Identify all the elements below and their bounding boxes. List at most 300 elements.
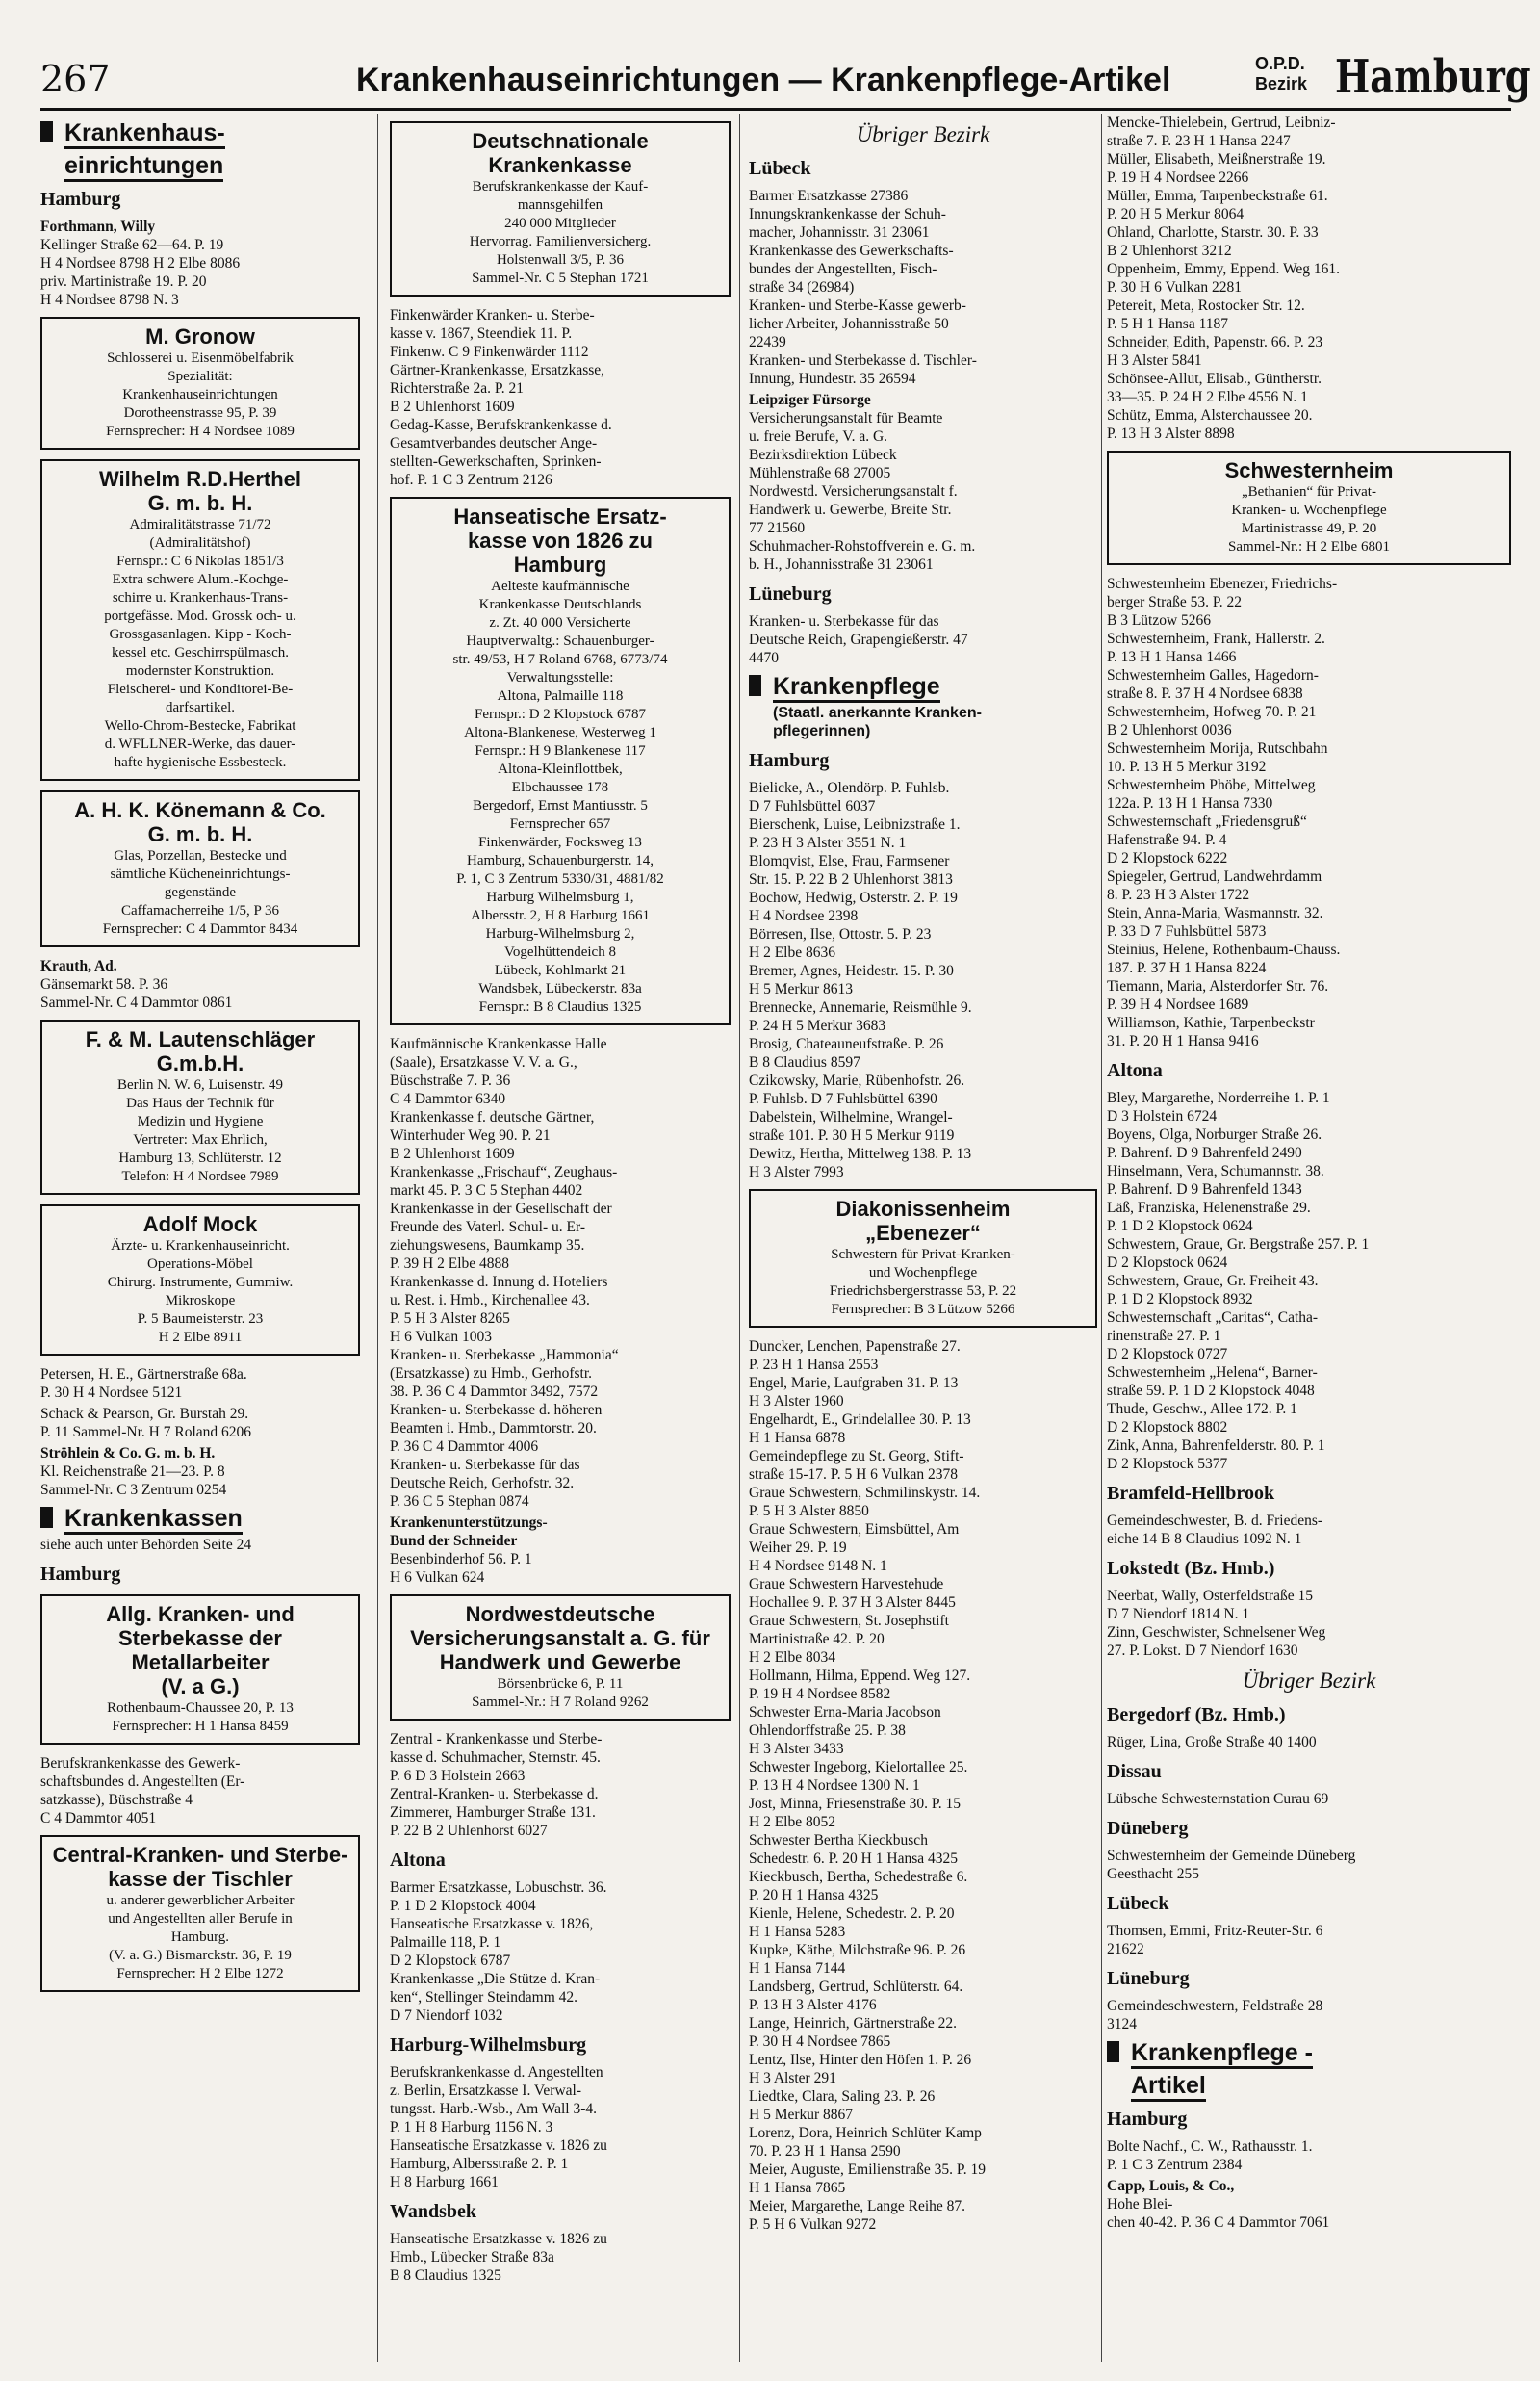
entry-line: H 1 Hansa 5283 bbox=[749, 1924, 846, 1940]
entry-line: Ohlendorffstraße 25. P. 38 bbox=[749, 1722, 906, 1739]
ad-title: Adolf Mock bbox=[142, 1212, 258, 1236]
section-heading-text: einrichtungen bbox=[64, 152, 223, 182]
entry-line: B 2 Uhlenhorst 1609 bbox=[390, 1146, 515, 1162]
ad-line: (Admiralitätshof) bbox=[149, 535, 251, 551]
entry-line: Gesamtverbandes deutscher Ange- bbox=[390, 435, 598, 452]
city-subheading: Altona bbox=[1107, 1060, 1163, 1081]
entry-line: P. 5 H 3 Alster 8265 bbox=[390, 1310, 510, 1327]
city-subheading: Wandsbek bbox=[390, 2201, 477, 2222]
entry-line: P. 36 C 4 Dammtor 4006 bbox=[390, 1438, 539, 1455]
entry-line: Gemeindepflege zu St. Georg, Stift- bbox=[749, 1448, 964, 1464]
entry-line: H 5 Merkur 8867 bbox=[749, 2107, 854, 2123]
entry-line: Bielicke, A., Olendörp. P. Fuhlsb. bbox=[749, 780, 950, 796]
entry-line: Schwesternheim, Frank, Hallerstr. 2. bbox=[1107, 631, 1325, 647]
ad-line: Fleischerei- und Konditorei-Be- bbox=[107, 682, 294, 697]
entry-line: Mühlenstraße 68 27005 bbox=[749, 465, 891, 481]
entry-line: chen 40-42. P. 36 C 4 Dammtor 7061 bbox=[1107, 2214, 1330, 2231]
listing-entry bbox=[1107, 575, 1511, 1050]
section-heading bbox=[40, 1505, 360, 1532]
ad-line: Vogelhüttendeich 8 bbox=[504, 945, 616, 960]
entry-line: Berufskrankenkasse des Gewerk- bbox=[40, 1755, 241, 1772]
entry-line: Finkenwärder Kranken- u. Sterbe- bbox=[390, 307, 595, 324]
entry-line: Müller, Emma, Tarpenbeckstraße 61. bbox=[1107, 188, 1328, 204]
section-heading-text: Krankenkassen bbox=[64, 1505, 243, 1535]
column-divider bbox=[739, 114, 740, 2362]
entry-line: Schack & Pearson, Gr. Burstah 29. bbox=[40, 1406, 249, 1422]
entry-line: D 2 Klopstock 5377 bbox=[1107, 1456, 1228, 1472]
entry-line: Bierschenk, Luise, Leibnizstraße 1. bbox=[749, 816, 961, 833]
entry-line: Barmer Ersatzkasse 27386 bbox=[749, 188, 909, 204]
ad-title: Wilhelm R.D.Herthel bbox=[98, 467, 302, 491]
ad-title: Handwerk und Gewerbe bbox=[439, 1650, 681, 1674]
opd-label bbox=[1255, 54, 1307, 94]
entry-line: Steinius, Helene, Rothenbaum-Chauss. bbox=[1107, 942, 1341, 958]
ad-line: Ärzte- u. Krankenhauseinricht. bbox=[111, 1238, 290, 1254]
advertisement-box bbox=[749, 1189, 1097, 1328]
entry-line: Liedtke, Clara, Saling 23. P. 26 bbox=[749, 2088, 936, 2105]
entry-line: H 2 Elbe 8052 bbox=[749, 1814, 835, 1830]
entry-line: H 3 Alster 5841 bbox=[1107, 352, 1202, 369]
entry-line: straße 59. P. 1 D 2 Klopstock 4048 bbox=[1107, 1383, 1315, 1399]
entry-line: Zinn, Geschwister, Schnelsener Weg bbox=[1107, 1624, 1326, 1641]
entry-line: straße 101. P. 30 H 5 Merkur 9119 bbox=[749, 1127, 955, 1144]
listing-entry bbox=[1107, 2177, 1511, 2232]
entry-line: Petereit, Meta, Rostocker Str. 12. bbox=[1107, 298, 1305, 314]
entry-line: Schwestern, Graue, Gr. Freiheit 43. bbox=[1107, 1273, 1319, 1289]
advertisement-box bbox=[40, 1204, 360, 1356]
city-subheading: Lokstedt (Bz. Hmb.) bbox=[1107, 1558, 1275, 1579]
entry-line: P. 5 H 1 Hansa 1187 bbox=[1107, 316, 1229, 332]
entry-line: Schwesternheim, Hofweg 70. P. 21 bbox=[1107, 704, 1317, 720]
ad-line: Sammel-Nr.: H 7 Roland 9262 bbox=[472, 1695, 649, 1710]
ad-line: Telefon: H 4 Nordsee 7989 bbox=[121, 1169, 279, 1184]
column-divider bbox=[377, 114, 378, 2362]
entry-line: kasse v. 1867, Steendiek 11. P. bbox=[390, 325, 573, 342]
city-subheading: Altona bbox=[390, 1850, 446, 1871]
entry-line: Krankenkasse „Die Stütze d. Kran- bbox=[390, 1971, 601, 1987]
opd-line-2: Bezirk bbox=[1255, 74, 1308, 93]
entry-line: P. 39 H 4 Nordsee 1689 bbox=[1107, 996, 1249, 1013]
entry-line: Berufskrankenkasse d. Angestellten bbox=[390, 2064, 603, 2081]
entry-line: H 3 Alster 7993 bbox=[749, 1164, 844, 1180]
listing-entry bbox=[390, 2063, 731, 2191]
entry-line: Hanseatische Ersatzkasse v. 1826 zu bbox=[390, 2137, 607, 2154]
entry-name: Bund der Schneider bbox=[390, 1533, 518, 1549]
section-marker bbox=[1107, 2041, 1119, 2062]
ad-line: Extra schwere Alum.-Kochge- bbox=[112, 572, 289, 587]
city-subheading: Dissau bbox=[1107, 1761, 1162, 1782]
entry-line: Stein, Anna-Maria, Wasmannstr. 32. bbox=[1107, 905, 1323, 921]
entry-line: Kellinger Straße 62—64. P. 19 bbox=[40, 237, 224, 253]
entry-line: Gärtner-Krankenkasse, Ersatzkasse, bbox=[390, 362, 605, 378]
ad-line: str. 49/53, H 7 Roland 6768, 6773/74 bbox=[452, 652, 668, 667]
entry-line: Schedestr. 6. P. 20 H 1 Hansa 4325 bbox=[749, 1850, 958, 1867]
entry-line: Hmb., Lübecker Straße 83a bbox=[390, 2249, 554, 2265]
entry-line: kasse d. Schuhmacher, Sternstr. 45. bbox=[390, 1749, 601, 1766]
entry-line: H 4 Nordsee 2398 bbox=[749, 908, 859, 924]
entry-line: P. 20 H 1 Hansa 4325 bbox=[749, 1887, 879, 1903]
entry-line: Handwerk u. Gewerbe, Breite Str. bbox=[749, 502, 952, 518]
entry-line: P. Bahrenf. D 9 Bahrenfeld 2490 bbox=[1107, 1145, 1302, 1161]
entry-line: u. Rest. i. Hmb., Kirchenallee 43. bbox=[390, 1292, 590, 1308]
ad-line: P. 5 Baumeisterstr. 23 bbox=[137, 1311, 264, 1327]
entry-line: Hollmann, Hilma, Eppend. Weg 127. bbox=[749, 1668, 971, 1684]
entry-line: straße 7. P. 23 H 1 Hansa 2247 bbox=[1107, 133, 1291, 149]
listing-entry bbox=[40, 1536, 360, 1554]
entry-line: tungsst. Harb.-Wsb., Am Wall 3-4. bbox=[390, 2101, 598, 2117]
ad-line: Finkenwärder, Focksweg 13 bbox=[478, 835, 642, 850]
city-subheading: Lübeck bbox=[1107, 1893, 1169, 1914]
entry-line: H 3 Alster 291 bbox=[749, 2070, 836, 2086]
entry-line: satzkasse), Büschstraße 4 bbox=[40, 1792, 192, 1808]
entry-line: Kranken- und Sterbekasse d. Tischler- bbox=[749, 352, 977, 369]
entry-line: Hanseatische Ersatzkasse v. 1826, bbox=[390, 1916, 594, 1932]
entry-line: P. 13 H 3 Alster 4176 bbox=[749, 1997, 877, 2013]
entry-line: H 1 Hansa 7144 bbox=[749, 1960, 846, 1977]
entry-line: Lange, Heinrich, Gärtnerstraße 22. bbox=[749, 2015, 958, 2032]
ad-title: Krankenkasse bbox=[488, 153, 632, 177]
entry-line: P. 11 Sammel-Nr. H 7 Roland 6206 bbox=[40, 1424, 252, 1440]
entry-line: P. 5 H 6 Vulkan 9272 bbox=[749, 2216, 877, 2233]
ad-line: und Angestellten aller Berufe in bbox=[108, 1911, 293, 1927]
region-subheading: Übriger Bezirk bbox=[856, 122, 990, 146]
entry-line: P. 1 D 2 Klopstock 8932 bbox=[1107, 1291, 1253, 1307]
ad-line: z. Zt. 40 000 Versicherte bbox=[489, 615, 631, 631]
entry-line: Zink, Anna, Bahrenfelderstr. 80. P. 1 bbox=[1107, 1437, 1325, 1454]
entry-line: D 2 Klopstock 0624 bbox=[1107, 1255, 1228, 1271]
entry-line: Schwester Bertha Kieckbusch bbox=[749, 1832, 928, 1849]
entry-line: P. 36 C 5 Stephan 0874 bbox=[390, 1493, 529, 1510]
entry-line: B 2 Uhlenhorst 3212 bbox=[1107, 243, 1232, 259]
advertisement-box bbox=[390, 1594, 731, 1721]
entry-line: P. 1 H 8 Harburg 1156 N. 3 bbox=[390, 2119, 553, 2135]
listing-entry bbox=[749, 187, 1097, 388]
ad-line: Dorotheenstrasse 95, P. 39 bbox=[123, 405, 277, 421]
entry-line: D 7 Niendorf 1814 N. 1 bbox=[1107, 1606, 1250, 1622]
subheading-line: pflegerinnen) bbox=[773, 723, 871, 739]
entry-line: P. 19 H 4 Nordsee 2266 bbox=[1107, 169, 1249, 186]
entry-line: D 2 Klopstock 0727 bbox=[1107, 1346, 1228, 1362]
ad-line: Verwaltungsstelle: bbox=[506, 670, 614, 686]
entry-line: Neerbat, Wally, Osterfeldstraße 15 bbox=[1107, 1588, 1313, 1604]
entry-line: Martinistraße 42. P. 20 bbox=[749, 1631, 885, 1647]
entry-line: P. 13 H 1 Hansa 1466 bbox=[1107, 649, 1237, 665]
listing-entry bbox=[749, 612, 1097, 667]
section-heading bbox=[1107, 2039, 1511, 2066]
ad-line: „Bethanien“ für Privat- bbox=[1242, 484, 1376, 500]
opd-line-1: O.P.D. bbox=[1255, 54, 1305, 73]
section-heading-text: Krankenhaus- bbox=[64, 119, 225, 149]
ad-line: Schlosserei u. Eisenmöbelfabrik bbox=[107, 350, 294, 366]
entry-line: Tiemann, Maria, Alsterdorfer Str. 76. bbox=[1107, 978, 1329, 995]
listing-entry bbox=[390, 306, 731, 489]
entry-line: Zentral-Kranken- u. Sterbekasse d. bbox=[390, 1786, 599, 1802]
entry-line: siehe auch unter Behörden Seite 24 bbox=[40, 1537, 252, 1553]
ad-title: (V. a G.) bbox=[161, 1674, 240, 1698]
ad-line: Altona-Blankenese, Westerweg 1 bbox=[464, 725, 656, 740]
ad-line: Rothenbaum-Chaussee 20, P. 13 bbox=[107, 1700, 294, 1716]
entry-line: D 2 Klopstock 6222 bbox=[1107, 850, 1228, 867]
entry-line: 27. P. Lokst. D 7 Niendorf 1630 bbox=[1107, 1643, 1298, 1659]
city-subheading: Lübeck bbox=[749, 158, 811, 179]
entry-line: 187. P. 37 H 1 Hansa 8224 bbox=[1107, 960, 1267, 976]
column-1 bbox=[40, 114, 360, 2002]
ad-line: Das Haus der Technik für bbox=[126, 1096, 274, 1111]
entry-line: Schwestern, Graue, Gr. Bergstraße 257. P. 1 bbox=[1107, 1236, 1370, 1253]
entry-line: P. 33 D 7 Fuhlsbüttel 5873 bbox=[1107, 923, 1267, 940]
ad-line: Altona-Kleinflottbek, bbox=[498, 762, 623, 777]
entry-line: Krankenkasse in der Gesellschaft der bbox=[390, 1201, 612, 1217]
entry-line: Beamten i. Hmb., Dammtorstr. 20. bbox=[390, 1420, 597, 1436]
ad-line: Hervorrag. Familienversicherg. bbox=[469, 234, 652, 249]
entry-line: Dewitz, Hertha, Mittelweg 138. P. 13 bbox=[749, 1146, 972, 1162]
ad-line: kessel etc. Geschirrspülmasch. bbox=[111, 645, 290, 660]
entry-line: Richterstraße 2a. P. 21 bbox=[390, 380, 525, 397]
ad-line: Schwestern für Privat-Kranken- bbox=[831, 1247, 1015, 1262]
ad-line: Berlin N. W. 6, Luisenstr. 49 bbox=[116, 1077, 284, 1093]
entry-line: H 1 Hansa 7865 bbox=[749, 2180, 846, 2196]
ad-title: A. H. K. Könemann & Co. bbox=[74, 798, 326, 822]
entry-line: Schneider, Edith, Papenstr. 66. P. 23 bbox=[1107, 334, 1323, 350]
ad-line: Albersstr. 2, H 8 Harburg 1661 bbox=[471, 908, 650, 923]
entry-line: u. freie Berufe, V. a. G. bbox=[749, 428, 888, 445]
entry-line: Hochallee 9. P. 37 H 3 Alster 8445 bbox=[749, 1594, 956, 1611]
entry-line: Bochow, Hedwig, Osterstr. 2. P. 19 bbox=[749, 890, 958, 906]
entry-line: Petersen, H. E., Gärtnerstraße 68a. bbox=[40, 1366, 247, 1383]
ad-line: Börsenbrücke 6, P. 11 bbox=[497, 1676, 624, 1692]
entry-line: Graue Schwestern, St. Josephstift bbox=[749, 1613, 949, 1629]
ad-title: Sterbekasse der Metallarbeiter bbox=[118, 1626, 282, 1674]
entry-line: H 8 Harburg 1661 bbox=[390, 2174, 499, 2190]
listing-entry bbox=[40, 218, 360, 309]
ad-title: Allg. Kranken- und bbox=[106, 1602, 295, 1626]
entry-line: Spiegeler, Gertrud, Landwehrdamm bbox=[1107, 868, 1322, 885]
entry-line: (Saale), Ersatzkasse V. V. a. G., bbox=[390, 1054, 578, 1071]
entry-line: C 4 Dammtor 4051 bbox=[40, 1810, 157, 1826]
entry-line: b. H., Johannisstraße 31 23061 bbox=[749, 556, 934, 573]
entry-line: Krankenkasse d. Innung d. Hoteliers bbox=[390, 1274, 608, 1290]
entry-line: H 6 Vulkan 1003 bbox=[390, 1329, 492, 1345]
entry-line: Zimmerer, Hamburger Straße 131. bbox=[390, 1804, 596, 1821]
entry-line: D 7 Niendorf 1032 bbox=[390, 2007, 503, 2024]
entry-line: P. 1 D 2 Klopstock 0624 bbox=[1107, 1218, 1253, 1234]
listing-entry bbox=[1107, 1997, 1511, 2033]
entry-line: Innung, Hundestr. 35 26594 bbox=[749, 371, 916, 387]
entry-line: hof. P. 1 C 3 Zentrum 2126 bbox=[390, 472, 552, 488]
ad-line: hafte hygienische Essbesteck. bbox=[114, 755, 287, 770]
entry-line: Rüger, Lina, Große Straße 40 1400 bbox=[1107, 1734, 1317, 1750]
advertisement-box bbox=[40, 317, 360, 450]
ad-line: Krankenhauseinrichtungen bbox=[122, 387, 278, 402]
advertisement-box bbox=[40, 1020, 360, 1195]
section-heading bbox=[40, 119, 360, 146]
ad-title: kasse von 1826 zu bbox=[467, 529, 653, 553]
ad-line: Altona, Palmaille 118 bbox=[497, 688, 624, 704]
entry-line: Sammel-Nr. C 3 Zentrum 0254 bbox=[40, 1482, 227, 1498]
entry-line: Kranken- u. Sterbekasse für das bbox=[390, 1457, 580, 1473]
entry-line: 77 21560 bbox=[749, 520, 806, 536]
page-number: 267 bbox=[40, 58, 111, 100]
entry-name: Leipziger Fürsorge bbox=[749, 392, 871, 408]
listing-entry bbox=[1107, 1512, 1511, 1548]
entry-line: Duncker, Lenchen, Papenstraße 27. bbox=[749, 1338, 961, 1355]
listing-entry bbox=[40, 957, 360, 1012]
entry-line: (Ersatzkasse) zu Hmb., Gerhofstr. bbox=[390, 1365, 593, 1382]
entry-line: 122a. P. 13 H 1 Hansa 7330 bbox=[1107, 795, 1273, 812]
section-heading bbox=[749, 673, 1097, 700]
entry-line: Lorenz, Dora, Heinrich Schlüter Kamp bbox=[749, 2125, 982, 2141]
ad-title: Deutschnationale bbox=[472, 129, 649, 153]
entry-line: B 8 Claudius 1325 bbox=[390, 2267, 501, 2284]
entry-line: Blomqvist, Else, Frau, Farmsener bbox=[749, 853, 950, 869]
listing-entry bbox=[390, 2230, 731, 2285]
entry-line: Ohland, Charlotte, Starstr. 30. P. 33 bbox=[1107, 224, 1319, 241]
listing-entry bbox=[1107, 1733, 1511, 1751]
entry-line: P. 1 C 3 Zentrum 2384 bbox=[1107, 2157, 1243, 2173]
entry-line: H 4 Nordsee 8798 H 2 Elbe 8086 bbox=[40, 255, 241, 272]
entry-line: H 3 Alster 1960 bbox=[749, 1393, 844, 1410]
ad-line: schirre u. Krankenhaus-Trans- bbox=[112, 590, 289, 606]
entry-line: P. 19 H 4 Nordsee 8582 bbox=[749, 1686, 891, 1702]
entry-line: P. 13 H 3 Alster 8898 bbox=[1107, 426, 1235, 442]
entry-line: 31. P. 20 H 1 Hansa 9416 bbox=[1107, 1033, 1259, 1049]
page-header bbox=[40, 50, 1531, 111]
entry-line: P. 30 H 4 Nordsee 5121 bbox=[40, 1385, 183, 1401]
section-heading-text: Artikel bbox=[1131, 2072, 1206, 2102]
ad-line: Hauptverwaltg.: Schauenburger- bbox=[466, 634, 654, 649]
listing-entry bbox=[749, 779, 1097, 1181]
entry-line: Brosig, Chateauneufstraße. P. 26 bbox=[749, 1036, 944, 1052]
entry-line: Landsberg, Gertrud, Schlüterstr. 64. bbox=[749, 1979, 963, 1995]
entry-line: Graue Schwestern, Eimsbüttel, Am bbox=[749, 1521, 960, 1538]
ad-line: sämtliche Kücheneinrichtungs- bbox=[110, 867, 291, 882]
entry-line: P. Bahrenf. D 9 Bahrenfeld 1343 bbox=[1107, 1181, 1302, 1198]
entry-name: Forthmann, Willy bbox=[40, 219, 156, 235]
ad-title: G. m. b. H. bbox=[147, 491, 253, 515]
entry-line: Meier, Margarethe, Lange Reihe 87. bbox=[749, 2198, 966, 2214]
entry-line: Besenbinderhof 56. P. 1 bbox=[390, 1551, 532, 1567]
entry-line: Finkenw. C 9 Finkenwärder 1112 bbox=[390, 344, 589, 360]
entry-line: 8. P. 23 H 3 Alster 1722 bbox=[1107, 887, 1250, 903]
ad-line: und Wochenpflege bbox=[868, 1265, 978, 1281]
section-marker bbox=[40, 121, 53, 142]
entry-line: Krankenkasse f. deutsche Gärtner, bbox=[390, 1109, 595, 1126]
ad-line: Spezialität: bbox=[167, 369, 233, 384]
listing-entry bbox=[1107, 1587, 1511, 1660]
entry-line: straße 15-17. P. 5 H 6 Vulkan 2378 bbox=[749, 1466, 959, 1483]
entry-line: Meier, Auguste, Emilienstraße 35. P. 19 bbox=[749, 2161, 987, 2178]
entry-line: 21622 bbox=[1107, 1941, 1144, 1957]
ad-line: Martinistrasse 49, P. 20 bbox=[1241, 521, 1377, 536]
ad-line: Lübeck, Kohlmarkt 21 bbox=[494, 963, 627, 978]
ad-line: gegenstände bbox=[164, 885, 237, 900]
section-subheading bbox=[749, 704, 1097, 740]
advertisement-box bbox=[1107, 451, 1511, 565]
advertisement-box bbox=[390, 497, 731, 1025]
entry-line: P. 20 H 5 Merkur 8064 bbox=[1107, 206, 1245, 222]
entry-line: P. 24 H 5 Merkur 3683 bbox=[749, 1018, 886, 1034]
section-heading-text: Krankenpflege bbox=[773, 673, 940, 703]
entry-line: Gedag-Kasse, Berufskrankenkasse d. bbox=[390, 417, 612, 433]
entry-line: Kranken- u. Sterbekasse „Hammonia“ bbox=[390, 1347, 619, 1363]
entry-line: Barmer Ersatzkasse, Lobuschstr. 36. bbox=[390, 1879, 607, 1896]
entry-line: Läß, Franziska, Helenenstraße 29. bbox=[1107, 1200, 1311, 1216]
entry-line: Bley, Margarethe, Norderreihe 1. P. 1 bbox=[1107, 1090, 1330, 1106]
entry-line: B 8 Claudius 8597 bbox=[749, 1054, 860, 1071]
ad-line: 240 000 Mitglieder bbox=[504, 216, 616, 231]
entry-line: Boyens, Olga, Norburger Straße 26. bbox=[1107, 1126, 1322, 1143]
listing-entry bbox=[1107, 1790, 1511, 1808]
listing-entry bbox=[1107, 114, 1511, 443]
entry-line: Nordwestd. Versicherungsanstalt f. bbox=[749, 483, 958, 500]
entry-line: Winterhuder Weg 90. P. 21 bbox=[390, 1127, 551, 1144]
entry-line: P. Fuhlsb. D 7 Fuhlsbüttel 6390 bbox=[749, 1091, 937, 1107]
ad-line: Berufskrankenkasse der Kauf- bbox=[472, 179, 649, 194]
entry-line: P. 1 D 2 Klopstock 4004 bbox=[390, 1898, 536, 1914]
entry-line: P. 6 D 3 Holstein 2663 bbox=[390, 1768, 526, 1784]
entry-line: P. 39 H 2 Elbe 4888 bbox=[390, 1255, 509, 1272]
entry-line: Geesthacht 255 bbox=[1107, 1866, 1199, 1882]
entry-line: Schwesternheim der Gemeinde Düneberg bbox=[1107, 1848, 1356, 1864]
entry-line: macher, Johannisstr. 31 23061 bbox=[749, 224, 930, 241]
ad-line: Sammel-Nr.: H 2 Elbe 6801 bbox=[1228, 539, 1390, 555]
entry-line: Krankenkasse des Gewerkschafts- bbox=[749, 243, 954, 259]
entry-line: markt 45. P. 3 C 5 Stephan 4402 bbox=[390, 1182, 583, 1199]
entry-line: Kl. Reichenstraße 21—23. P. 8 bbox=[40, 1463, 225, 1480]
entry-name: Ströhlein & Co. G. m. b. H. bbox=[40, 1445, 216, 1462]
entry-line: 10. P. 13 H 5 Merkur 3192 bbox=[1107, 759, 1267, 775]
ad-title: Versicherungsanstalt a. G. für bbox=[410, 1626, 710, 1650]
entry-line: Gemeindeschwester, B. d. Friedens- bbox=[1107, 1513, 1323, 1529]
ad-line: Sammel-Nr. C 5 Stephan 1721 bbox=[472, 271, 649, 286]
ad-line: Elbchaussee 178 bbox=[511, 780, 609, 795]
entry-line: Mencke-Thielebein, Gertrud, Leibniz- bbox=[1107, 115, 1336, 131]
page-title: Krankenhauseinrichtungen — Krankenpflege-Artikel bbox=[356, 62, 1171, 98]
advertisement-box bbox=[40, 1594, 360, 1745]
entry-line: B 2 Uhlenhorst 1609 bbox=[390, 399, 515, 415]
entry-line: 4470 bbox=[749, 650, 779, 666]
entry-line: Kranken- u. Sterbekasse d. höheren bbox=[390, 1402, 603, 1418]
entry-line: Bremer, Agnes, Heidestr. 15. P. 30 bbox=[749, 963, 954, 979]
entry-line: Kienle, Helene, Schedestr. 2. P. 20 bbox=[749, 1905, 955, 1922]
entry-line: H 1 Hansa 6878 bbox=[749, 1430, 846, 1446]
entry-line: Schütz, Emma, Alsterchaussee 20. bbox=[1107, 407, 1313, 424]
listing-entry bbox=[1107, 1089, 1511, 1473]
ad-title: G. m. b. H. bbox=[147, 822, 253, 846]
advertisement-box bbox=[390, 121, 731, 297]
entry-line: Krankenkasse „Frischauf“, Zeughaus- bbox=[390, 1164, 618, 1180]
listing-entry bbox=[749, 391, 1097, 574]
listing-entry bbox=[40, 1444, 360, 1499]
entry-line: Lübsche Schwesternstation Curau 69 bbox=[1107, 1791, 1329, 1807]
entry-line: P. 22 B 2 Uhlenhorst 6027 bbox=[390, 1823, 548, 1839]
ad-line: Krankenkasse Deutschlands bbox=[478, 597, 642, 612]
entry-line: Schwesternheim „Helena“, Barner- bbox=[1107, 1364, 1318, 1381]
ad-line: Holstenwall 3/5, P. 36 bbox=[496, 252, 625, 268]
entry-line: P. 30 H 6 Vulkan 2281 bbox=[1107, 279, 1243, 296]
ad-title: F. & M. Lautenschläger G.m.b.H. bbox=[85, 1027, 316, 1075]
entry-line: Kaufmännische Krankenkasse Halle bbox=[390, 1036, 607, 1052]
city-subheading: Hamburg bbox=[40, 1564, 121, 1585]
entry-line: Schwester Ingeborg, Kielortallee 25. bbox=[749, 1759, 968, 1775]
ad-line: Fernsprecher 657 bbox=[509, 816, 611, 832]
entry-line: priv. Martinistraße 19. P. 20 bbox=[40, 273, 207, 290]
listing-entry bbox=[1107, 2137, 1511, 2174]
entry-line: Brennecke, Annemarie, Reismühle 9. bbox=[749, 999, 972, 1016]
entry-line: ken“, Stellinger Steindamm 42. bbox=[390, 1989, 578, 2006]
listing-entry bbox=[390, 1035, 731, 1511]
entry-line: Versicherungsanstalt für Beamte bbox=[749, 410, 943, 427]
